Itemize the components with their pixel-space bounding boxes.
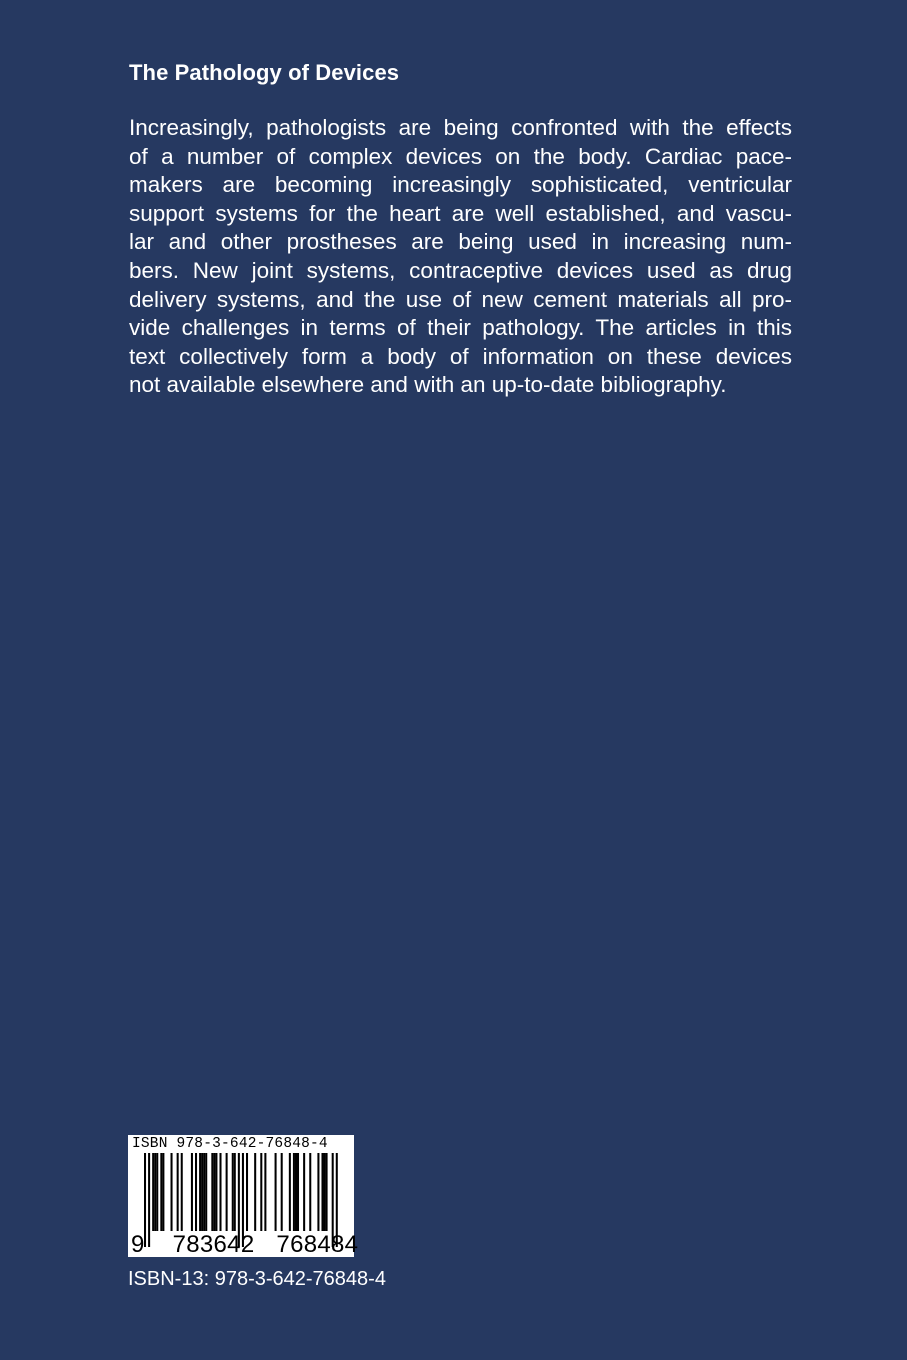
barcode-bar	[297, 1153, 299, 1231]
barcode-digits	[131, 1231, 358, 1259]
barcode-bar	[195, 1153, 197, 1231]
barcode-bar	[309, 1153, 311, 1231]
description-line: Increasingly, pathologists are being confronted with the effects	[129, 115, 792, 140]
description-line: delivery systems, and the use of new cement materials all pro-	[129, 286, 792, 312]
barcode-bar	[201, 1153, 203, 1231]
barcode-bar	[203, 1153, 205, 1231]
barcode-bar	[226, 1153, 228, 1231]
barcode-bar	[260, 1153, 262, 1231]
barcode-digits-right: 768484	[276, 1231, 359, 1258]
barcode-bar	[264, 1153, 266, 1231]
book-description	[129, 114, 792, 400]
barcode-bar	[232, 1153, 234, 1231]
description-line: lar and other prostheses are being used in increasing num-	[129, 229, 792, 255]
barcode-bar	[289, 1153, 291, 1231]
barcode-bar	[317, 1153, 319, 1231]
barcode-bar	[303, 1153, 305, 1231]
isbn-barcode	[128, 1135, 359, 1258]
barcode-bar	[281, 1153, 283, 1231]
barcode-bar	[191, 1153, 193, 1231]
barcode-bar	[246, 1153, 248, 1231]
barcode-bar	[205, 1153, 207, 1231]
barcode-bar	[160, 1153, 162, 1231]
barcode-bar	[275, 1153, 277, 1231]
barcode-isbn-text: ISBN 978-3-642-76848-4	[132, 1136, 328, 1152]
barcode-bar	[199, 1153, 201, 1231]
description-line: vide challenges in terms of their pathology. The articles in this	[129, 315, 792, 341]
description-line: makers are becoming increasingly sophisticated, ventricular	[129, 172, 792, 198]
barcode-bar	[181, 1153, 183, 1231]
barcode-bar	[162, 1153, 164, 1231]
barcode-bar	[211, 1153, 213, 1231]
barcode-bar	[219, 1153, 221, 1231]
barcode-digits-left: 783642	[172, 1231, 255, 1258]
barcode-bar	[295, 1153, 297, 1231]
barcode-bar	[152, 1153, 154, 1231]
barcode-bar	[321, 1153, 323, 1231]
barcode-digit-first: 9	[131, 1231, 145, 1258]
barcode-bar	[154, 1153, 156, 1231]
barcode-bar	[324, 1153, 326, 1231]
barcode-bar	[156, 1153, 158, 1231]
book-title: The Pathology of Devices	[129, 60, 400, 85]
barcode-bar	[171, 1153, 173, 1231]
description-line: bers. New joint systems, contraceptive devices used as drug	[129, 257, 792, 283]
isbn-13-label: ISBN-13: 978-3-642-76848-4	[128, 1268, 386, 1290]
barcode-bar	[254, 1153, 256, 1231]
barcode-bar	[215, 1153, 217, 1231]
description-line: support systems for the heart are well established, and vascu-	[129, 200, 792, 226]
barcode-bar	[213, 1153, 215, 1231]
description-line: not available elsewhere and with an up-to-date bibliography.	[129, 372, 727, 398]
barcode-bar	[234, 1153, 236, 1231]
description-line: text collectively form a body of information on these devices	[129, 343, 792, 369]
barcode-bar	[326, 1153, 328, 1231]
description-line: of a number of complex devices on the body. Cardiac pace-	[129, 143, 792, 169]
barcode-bar	[293, 1153, 295, 1231]
barcode-bar	[177, 1153, 179, 1231]
